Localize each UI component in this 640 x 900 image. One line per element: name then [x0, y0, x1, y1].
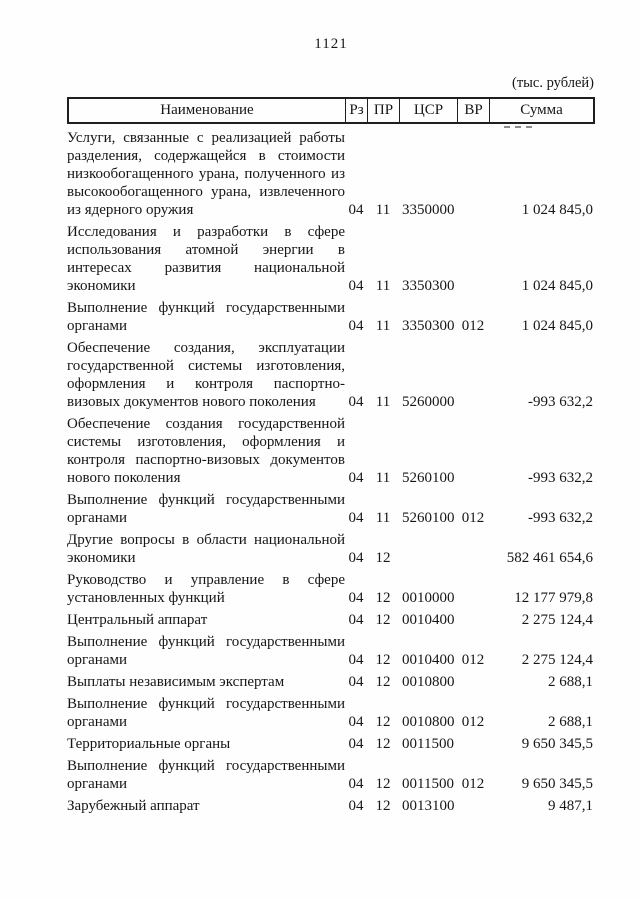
row-summa: 12 177 979,8	[514, 590, 593, 606]
row-summa: 9 650 345,5	[521, 736, 593, 752]
row-csr-code: 0010800	[402, 674, 455, 690]
row-summa: 1 024 845,0	[521, 278, 593, 294]
row-summa: 582 461 654,6	[506, 550, 593, 566]
row-summa: 2 688,1	[548, 674, 593, 690]
row-vr-code: 012	[461, 714, 485, 730]
row-summa: 2 275 124,4	[521, 652, 593, 668]
row-vr-code: 012	[461, 318, 485, 334]
row-summa: -993 632,2	[528, 510, 593, 526]
row-name: Зарубежный аппарат	[67, 798, 200, 814]
column-header-vr: ВР	[457, 99, 489, 122]
row-rz-code: 04	[348, 278, 364, 294]
row-rz-code: 04	[348, 736, 364, 752]
row-name: Выполнение функций государственными органами	[67, 758, 345, 792]
table-row	[67, 299, 595, 335]
row-rz-code: 04	[348, 714, 364, 730]
column-header-csr: ЦСР	[399, 99, 457, 122]
table-row	[67, 757, 595, 793]
row-rz-code: 04	[348, 470, 364, 486]
row-csr-code: 0010400	[402, 652, 455, 668]
row-name: Выполнение функций государственными органами	[67, 634, 345, 668]
row-rz-code: 04	[348, 510, 364, 526]
row-rz-code: 04	[348, 590, 364, 606]
row-rz-code: 04	[348, 674, 364, 690]
row-rz-code: 04	[348, 318, 364, 334]
units-caption: (тыс. рублей)	[512, 75, 594, 91]
row-csr-code: 0010400	[402, 612, 455, 628]
table-row	[67, 673, 595, 691]
table-row	[67, 415, 595, 487]
row-rz-code: 04	[348, 202, 364, 218]
table-row	[67, 339, 595, 411]
row-summa: 1 024 845,0	[521, 202, 593, 218]
row-name: Выполнение функций государственными органами	[67, 300, 345, 334]
row-name: Другие вопросы в области национальной экономики	[67, 532, 345, 566]
row-pr-code: 11	[375, 394, 391, 410]
column-header-pr: ПР	[367, 99, 399, 122]
row-summa: 1 024 845,0	[521, 318, 593, 334]
row-rz-code: 04	[348, 394, 364, 410]
row-csr-code: 5260100	[402, 510, 455, 526]
row-pr-code: 12	[375, 612, 391, 628]
row-pr-code: 12	[375, 714, 391, 730]
row-pr-code: 11	[375, 318, 391, 334]
row-name: Выполнение функций государственными органами	[67, 492, 345, 526]
row-vr-code: 012	[461, 510, 485, 526]
table-row	[67, 571, 595, 607]
row-name: Исследования и разработки в сфере использования атомной энергии в интересах развития национальной экономики	[67, 224, 345, 294]
table-row	[67, 223, 595, 295]
row-rz-code: 04	[348, 798, 364, 814]
row-rz-code: 04	[348, 776, 364, 792]
row-csr-code: 3350300	[402, 318, 455, 334]
row-name: Выплаты независимым экспертам	[67, 674, 285, 690]
table-header-row	[67, 97, 595, 124]
row-name: Выполнение функций государственными органами	[67, 696, 345, 730]
column-header-summa: Сумма	[489, 99, 593, 122]
row-rz-code: 04	[348, 612, 364, 628]
row-summa: 9 487,1	[548, 798, 593, 814]
row-name: Обеспечение создания государственной системы изготовления, оформления и контроля паспортно-визовых документов нового поколения	[67, 416, 345, 486]
column-header-naimenovanie: Наименование	[160, 102, 254, 118]
row-csr-code: 0011500	[402, 776, 454, 792]
row-name: Услуги, связанные с реализацией работы разделения, содержащейся в стоимости низкообогащенного урана, полученного из высокообогащенного урана, извлеченного из ядерного оружия	[67, 130, 345, 218]
row-pr-code: 12	[375, 736, 391, 752]
row-pr-code: 11	[375, 510, 391, 526]
row-rz-code: 04	[348, 550, 364, 566]
row-vr-code: 012	[461, 776, 485, 792]
row-name: Территориальные органы	[67, 736, 231, 752]
table-row	[67, 695, 595, 731]
row-summa: -993 632,2	[528, 470, 593, 486]
column-header-rz: Рз	[345, 99, 367, 122]
table-body	[67, 129, 595, 819]
row-pr-code: 11	[375, 202, 391, 218]
table-row	[67, 797, 595, 815]
table-row	[67, 491, 595, 527]
row-csr-code: 0010000	[402, 590, 455, 606]
row-csr-code: 3350000	[402, 202, 455, 218]
row-pr-code: 12	[375, 550, 391, 566]
row-summa: 9 650 345,5	[521, 776, 593, 792]
row-csr-code: 0010800	[402, 714, 455, 730]
row-pr-code: 12	[375, 590, 391, 606]
scan-artifact-mark	[504, 126, 532, 128]
table-row	[67, 633, 595, 669]
table-row	[67, 129, 595, 219]
row-csr-code: 5260000	[402, 394, 455, 410]
table-row	[67, 611, 595, 629]
row-pr-code: 11	[375, 470, 391, 486]
row-vr-code: 012	[461, 652, 485, 668]
row-pr-code: 12	[375, 798, 391, 814]
row-rz-code: 04	[348, 652, 364, 668]
table-row	[67, 735, 595, 753]
row-pr-code: 11	[375, 278, 391, 294]
table-row	[67, 531, 595, 567]
page-number: 1121	[314, 36, 348, 52]
row-csr-code: 5260100	[402, 470, 455, 486]
row-summa: 2 275 124,4	[521, 612, 593, 628]
row-csr-code: 0011500	[402, 736, 454, 752]
row-csr-code: 0013100	[402, 798, 455, 814]
row-summa: -993 632,2	[528, 394, 593, 410]
row-name: Руководство и управление в сфере установленных функций	[67, 572, 345, 606]
row-pr-code: 12	[375, 674, 391, 690]
row-csr-code: 3350300	[402, 278, 455, 294]
row-pr-code: 12	[375, 776, 391, 792]
row-summa: 2 688,1	[548, 714, 593, 730]
row-pr-code: 12	[375, 652, 391, 668]
row-name: Центральный аппарат	[67, 612, 208, 628]
row-name: Обеспечение создания, эксплуатации государственной системы изготовления, оформления и контроля паспортно-визовых документов нового поколения	[67, 340, 345, 410]
